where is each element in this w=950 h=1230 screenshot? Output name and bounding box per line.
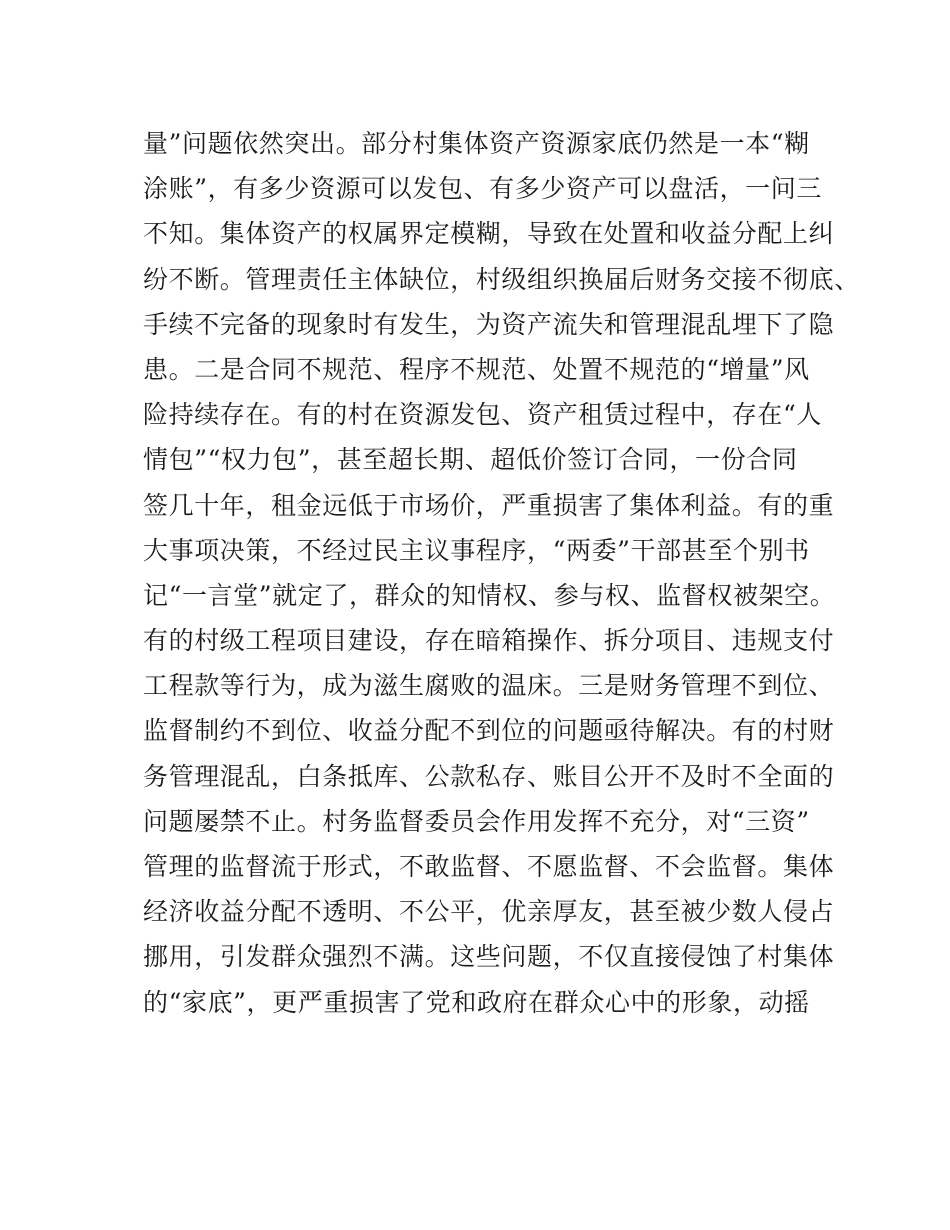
text-line: 有的村级工程项目建设，存在暗箱操作、拆分项目、违规支付 — [143, 626, 835, 656]
text-line: 情包”“权力包”，甚至超长期、超低价签订合同，一份合同 — [143, 445, 798, 475]
text-line: 监督制约不到位、收益分配不到位的问题亟待解决。有的村财 — [143, 716, 835, 746]
text-line: 务管理混乱，白条抵库、公款私存、账目公开不及时不全面的 — [143, 761, 835, 791]
text-line: 签几十年，租金远低于市场价，严重损害了集体利益。有的重 — [143, 490, 835, 520]
text-line: 管理的监督流于形式，不敢监督、不愿监督、不会监督。集体 — [143, 852, 835, 881]
text-line: 工程款等行为，成为滋生腐败的温床。三是财务管理不到位、 — [143, 671, 835, 701]
text-line: 不知。集体资产的权属界定模糊，导致在处置和收益分配上纠 — [143, 219, 835, 249]
text-line: 涂账”，有多少资源可以发包、有多少资产可以盘活，一问三 — [143, 174, 822, 204]
text-line: 挪用，引发群众强烈不满。这些问题，不仅直接侵蚀了村集体 — [143, 942, 835, 972]
text-line: 大事项决策，不经过民主议事程序，“两委”干部甚至个别书 — [143, 535, 810, 565]
text-line: 患。二是合同不规范、程序不规范、处置不规范的“增量”风 — [143, 354, 810, 384]
text-line: 纷不断。管理责任主体缺位，村级组织换届后财务交接不彻底、 — [143, 264, 860, 294]
text-line: 问题屡禁不止。村务监督委员会作用发挥不充分，对“三资” — [143, 806, 810, 836]
body-text — [143, 121, 860, 1025]
text-line: 经济收益分配不透明、不公平，优亲厚友，甚至被少数人侵占 — [143, 897, 835, 927]
text-line: 的“家底”，更严重损害了党和政府在群众心中的形象，动摇 — [143, 987, 810, 1017]
text-line: 手续不完备的现象时有发生，为资产流失和管理混乱埋下了隐 — [143, 309, 835, 339]
text-line: 险持续存在。有的村在资源发包、资产租赁过程中，存在“人 — [143, 400, 822, 430]
text-line: 记“一言堂”就定了，群众的知情权、参与权、监督权被架空。 — [143, 580, 836, 610]
text-line: 量”问题依然突出。部分村集体资产资源家底仍然是一本“糊 — [143, 129, 810, 158]
